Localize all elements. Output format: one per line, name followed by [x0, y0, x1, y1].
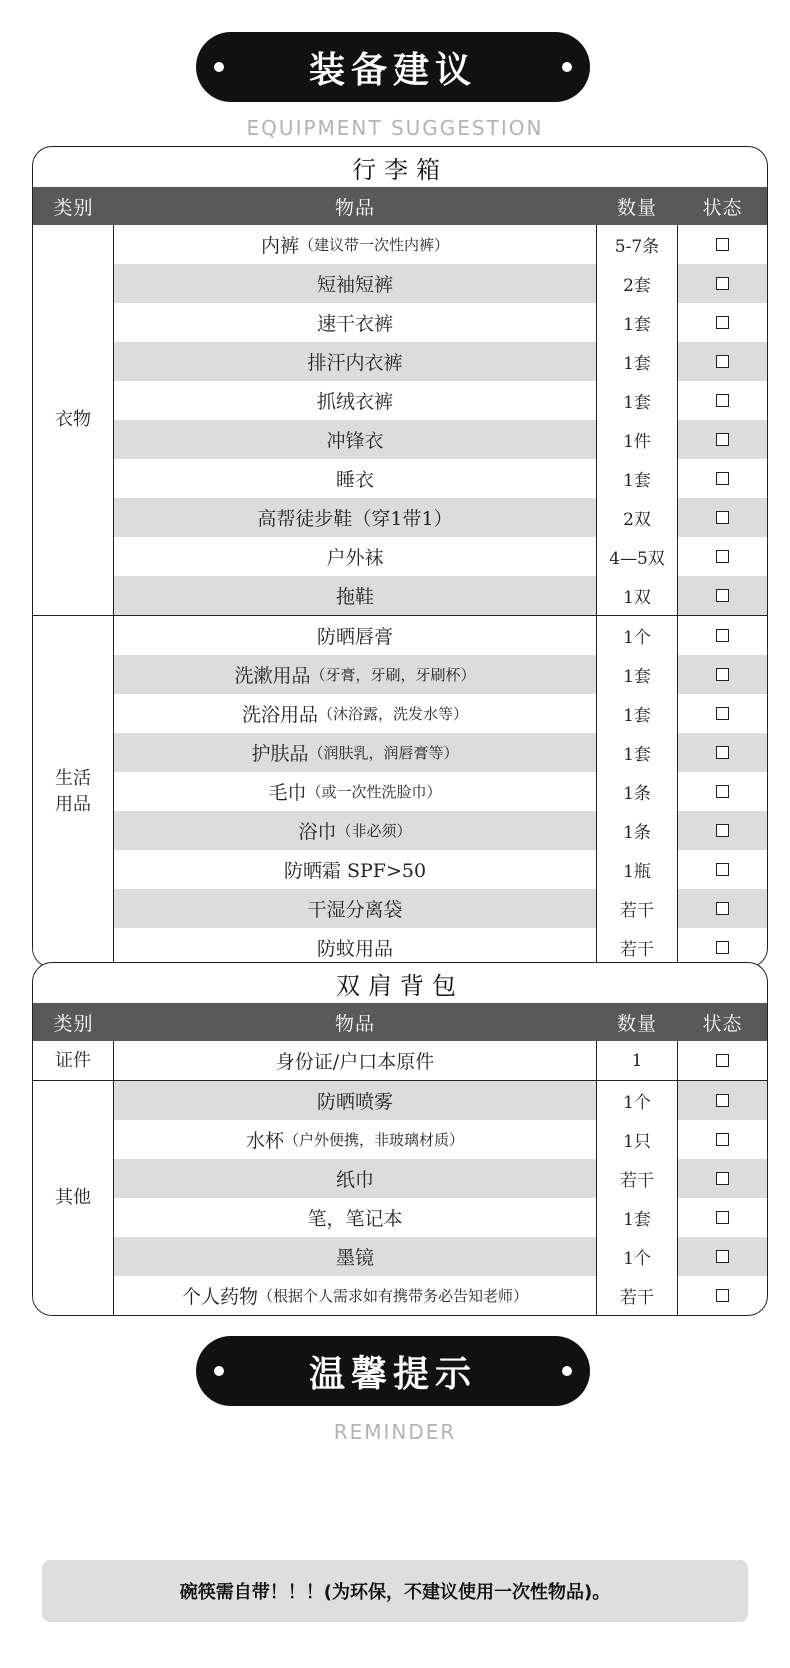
header-status: 状态: [702, 1012, 743, 1035]
table-body: [33, 1041, 767, 1315]
table-row: [114, 772, 767, 811]
qty-cell: 若干: [597, 1159, 678, 1198]
item-note: （沐浴露，洗发水等）: [318, 705, 469, 723]
qty-cell: 1套: [597, 733, 678, 772]
status-cell: [678, 498, 767, 537]
qty-cell: 1个: [597, 616, 678, 655]
item-cell: [114, 1276, 597, 1315]
table-row: [114, 1276, 767, 1315]
category-label: 证件: [33, 1041, 114, 1080]
equipment-title: 装备建议: [308, 49, 477, 91]
status-checkbox[interactable]: [716, 589, 729, 602]
item-note: （或一次性洗脸巾）: [306, 783, 442, 801]
table-row: [114, 576, 767, 615]
qty-cell: 5-7条: [597, 225, 678, 264]
status-cell: [678, 225, 767, 264]
item-cell: [114, 264, 597, 303]
status-checkbox[interactable]: [716, 316, 729, 329]
table-header: [33, 1003, 767, 1041]
table-row: [114, 889, 767, 928]
item-name: 排汗内衣裤: [307, 352, 403, 374]
item-name: 纸巾: [335, 1169, 374, 1191]
qty-cell: 4—5双: [597, 537, 678, 576]
header-qty: 数量: [616, 196, 657, 219]
qty-cell: 若干: [597, 889, 678, 928]
status-cell: [678, 1159, 767, 1198]
item-cell: [114, 694, 597, 733]
suitcase-table: [32, 146, 768, 968]
category-group: [33, 1041, 767, 1080]
qty-cell: 1套: [597, 694, 678, 733]
status-cell: [678, 655, 767, 694]
reminder-title: 温馨提示: [308, 1353, 477, 1395]
table-row: [114, 694, 767, 733]
status-cell: [678, 772, 767, 811]
status-cell: [678, 694, 767, 733]
item-name: 速干衣裤: [316, 313, 393, 335]
table-row: [114, 1120, 767, 1159]
item-note: （润肤乳，润唇膏等）: [308, 744, 459, 762]
row-list: [114, 1041, 767, 1080]
table-row: [114, 1237, 767, 1276]
status-checkbox[interactable]: [716, 707, 729, 720]
qty-cell: 1件: [597, 420, 678, 459]
table-row: [114, 1041, 767, 1080]
status-cell: [678, 733, 767, 772]
status-cell: [678, 303, 767, 342]
table-header: [33, 187, 767, 225]
status-cell: [678, 1276, 767, 1315]
category-group: [33, 225, 767, 615]
category-label: 生活用品: [33, 616, 114, 967]
item-name: 个人药物: [181, 1286, 258, 1308]
item-name: 防蚊用品: [316, 938, 393, 960]
item-cell: [114, 850, 597, 889]
item-name: 内裤: [260, 235, 299, 257]
status-cell: [678, 1081, 767, 1120]
status-checkbox[interactable]: [716, 355, 729, 368]
item-cell: [114, 1159, 597, 1198]
status-checkbox[interactable]: [716, 629, 729, 642]
qty-cell: 1套: [597, 1198, 678, 1237]
qty-cell: 1套: [597, 342, 678, 381]
item-cell: [114, 303, 597, 342]
category-label: 其他: [33, 1081, 114, 1315]
status-cell: [678, 1120, 767, 1159]
item-cell: [114, 616, 597, 655]
table-row: [114, 381, 767, 420]
bullet-dot-icon: [214, 1366, 224, 1376]
row-list: [114, 225, 767, 615]
qty-cell: 若干: [597, 928, 678, 967]
qty-cell: 1条: [597, 811, 678, 850]
item-name: 短袖短裤: [316, 274, 393, 296]
qty-cell: 1: [597, 1041, 678, 1080]
qty-cell: 1个: [597, 1081, 678, 1120]
table-row: [114, 850, 767, 889]
header-item: 物品: [334, 1012, 375, 1035]
item-name: 冲锋衣: [326, 430, 384, 452]
status-cell: [678, 420, 767, 459]
item-cell: [114, 655, 597, 694]
item-cell: [114, 733, 597, 772]
item-cell: [114, 1041, 597, 1080]
item-name: 高帮徒步鞋（穿1带1）: [257, 508, 453, 530]
item-name: 笔，笔记本: [307, 1208, 403, 1230]
table-row: [114, 420, 767, 459]
item-name: 洗浴用品: [241, 704, 318, 726]
table-row: [114, 498, 767, 537]
status-cell: [678, 811, 767, 850]
item-cell: [114, 1198, 597, 1237]
status-checkbox[interactable]: [716, 1289, 729, 1302]
table-row: [114, 655, 767, 694]
status-checkbox[interactable]: [716, 238, 729, 251]
status-cell: [678, 850, 767, 889]
status-cell: [678, 537, 767, 576]
status-checkbox[interactable]: [716, 433, 729, 446]
item-name: 水杯: [245, 1130, 284, 1152]
item-name: 户外袜: [326, 547, 384, 569]
item-cell: [114, 889, 597, 928]
qty-cell: 1条: [597, 772, 678, 811]
table-row: [114, 303, 767, 342]
status-cell: [678, 1198, 767, 1237]
category-label: 衣物: [33, 225, 114, 615]
table-row: [114, 342, 767, 381]
item-cell: [114, 420, 597, 459]
category-group: [33, 615, 767, 967]
table-row: [114, 1081, 767, 1120]
item-cell: [114, 1081, 597, 1120]
table-row: [114, 537, 767, 576]
header-category: 类别: [53, 196, 94, 219]
table-row: [114, 616, 767, 655]
table-row: [114, 1198, 767, 1237]
item-name: 毛巾: [268, 782, 307, 804]
status-checkbox[interactable]: [716, 863, 729, 876]
item-name: 睡衣: [335, 469, 374, 491]
status-checkbox[interactable]: [716, 785, 729, 798]
item-note: （户外便携，非玻璃材质）: [284, 1131, 465, 1149]
item-name: 护肤品: [251, 743, 309, 765]
item-name: 拖鞋: [335, 586, 374, 608]
reminder-subtitle: REMINDER: [333, 1420, 457, 1444]
header-category: 类别: [53, 1012, 94, 1035]
status-checkbox[interactable]: [716, 277, 729, 290]
item-name: 洗漱用品: [234, 665, 311, 687]
status-cell: [678, 264, 767, 303]
backpack-title: 双肩背包: [336, 971, 464, 1000]
status-checkbox[interactable]: [716, 902, 729, 915]
item-cell: [114, 1237, 597, 1276]
status-cell: [678, 381, 767, 420]
item-cell: [114, 342, 597, 381]
equipment-subtitle: EQUIPMENT SUGGESTION: [246, 116, 544, 140]
reminder-text: 碗筷需自带！！！(为环保，不建议使用一次性物品)。: [179, 1582, 611, 1603]
status-checkbox[interactable]: [716, 1250, 729, 1263]
item-name: 浴巾: [298, 821, 337, 843]
status-checkbox[interactable]: [716, 746, 729, 759]
item-name: 防晒唇膏: [316, 626, 393, 648]
table-body: [33, 225, 767, 967]
equipment-banner: [196, 32, 590, 102]
item-name: 身份证/户口本原件: [275, 1051, 435, 1073]
table-row: [114, 811, 767, 850]
status-checkbox[interactable]: [716, 824, 729, 837]
category-group: [33, 1080, 767, 1315]
status-checkbox[interactable]: [716, 511, 729, 524]
bullet-dot-icon: [562, 1366, 572, 1376]
item-cell: [114, 772, 597, 811]
qty-cell: 1只: [597, 1120, 678, 1159]
qty-cell: 1套: [597, 459, 678, 498]
status-cell: [678, 1237, 767, 1276]
status-checkbox[interactable]: [716, 1211, 729, 1224]
bullet-dot-icon: [214, 62, 224, 72]
item-cell: [114, 498, 597, 537]
status-cell: [678, 459, 767, 498]
qty-cell: 1套: [597, 381, 678, 420]
status-checkbox[interactable]: [716, 1172, 729, 1185]
status-checkbox[interactable]: [716, 1133, 729, 1146]
status-checkbox[interactable]: [716, 1094, 729, 1107]
item-note: （根据个人需求如有携带务必告知老师）: [258, 1287, 529, 1305]
reminder-notice: [42, 1560, 748, 1622]
qty-cell: 1套: [597, 303, 678, 342]
status-checkbox[interactable]: [716, 1054, 729, 1067]
row-list: [114, 1081, 767, 1315]
item-cell: [114, 381, 597, 420]
status-cell: [678, 576, 767, 615]
header-item: 物品: [334, 196, 375, 219]
item-name: 防晒喷雾: [316, 1091, 393, 1113]
item-cell: [114, 459, 597, 498]
qty-cell: 2双: [597, 498, 678, 537]
item-name: 防晒霜 SPF>50: [283, 860, 427, 882]
table-row: [114, 459, 767, 498]
item-name: 抓绒衣裤: [316, 391, 393, 413]
suitcase-title: 行李箱: [352, 155, 448, 184]
item-note: （建议带一次性内裤）: [299, 236, 450, 254]
status-checkbox[interactable]: [716, 550, 729, 563]
table-row: [114, 1159, 767, 1198]
status-cell: [678, 342, 767, 381]
header-qty: 数量: [616, 1012, 657, 1035]
item-cell: [114, 1120, 597, 1159]
item-name: 干湿分离袋: [307, 899, 403, 921]
item-note: （非必须）: [336, 822, 412, 840]
table-row: [114, 264, 767, 303]
status-cell: [678, 1041, 767, 1080]
status-cell: [678, 616, 767, 655]
row-list: [114, 616, 767, 967]
table-row: [114, 733, 767, 772]
qty-cell: 1套: [597, 655, 678, 694]
status-checkbox[interactable]: [716, 394, 729, 407]
header-status: 状态: [702, 196, 743, 219]
qty-cell: 若干: [597, 1276, 678, 1315]
status-checkbox[interactable]: [716, 668, 729, 681]
table-row: [114, 225, 767, 264]
item-cell: [114, 537, 597, 576]
status-cell: [678, 889, 767, 928]
item-cell: [114, 225, 597, 264]
reminder-banner: [196, 1336, 590, 1406]
qty-cell: 1双: [597, 576, 678, 615]
status-checkbox[interactable]: [716, 941, 729, 954]
item-name: 墨镜: [335, 1247, 374, 1269]
item-cell: [114, 576, 597, 615]
backpack-table: [32, 962, 768, 1316]
bullet-dot-icon: [562, 62, 572, 72]
qty-cell: 2套: [597, 264, 678, 303]
item-note: （牙膏，牙刷，牙刷杯）: [310, 666, 476, 684]
qty-cell: 1瓶: [597, 850, 678, 889]
status-checkbox[interactable]: [716, 472, 729, 485]
item-cell: [114, 811, 597, 850]
qty-cell: 1个: [597, 1237, 678, 1276]
